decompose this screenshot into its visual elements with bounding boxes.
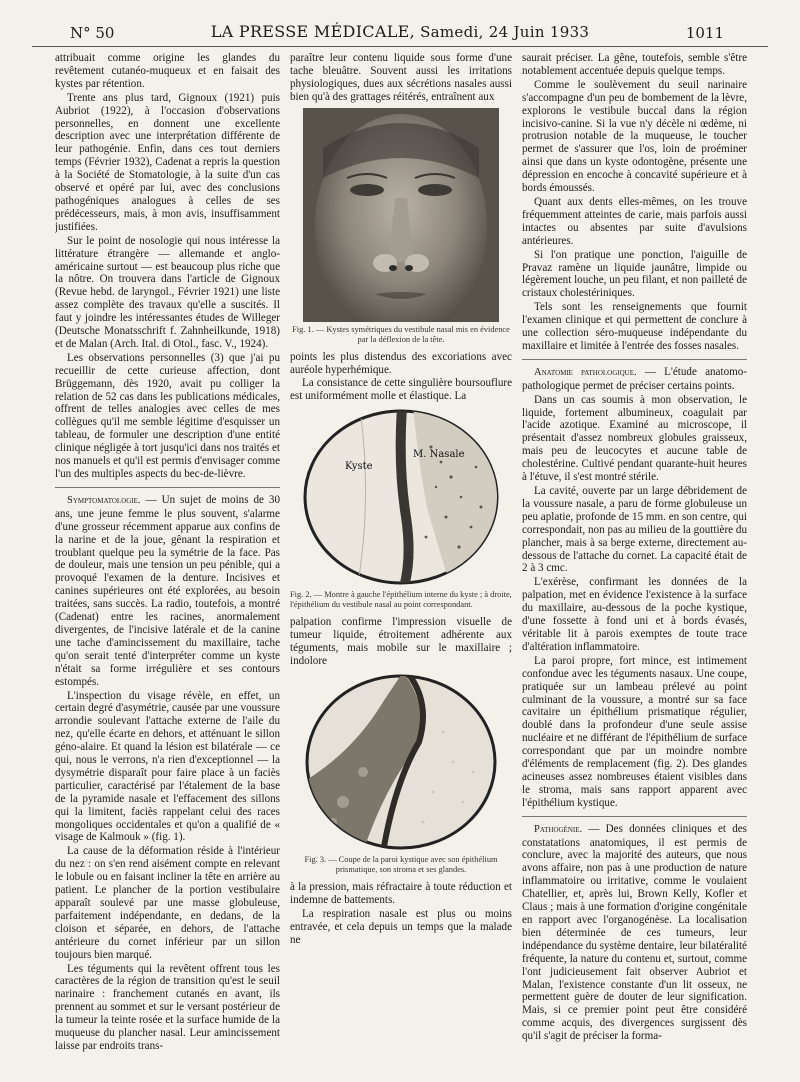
column-1 [55,52,280,1064]
paragraph: Trente ans plus tard, Gignoux (1921) puis Aubriot (1922), à l'occasion d'observations personnelles, en donnent une excellente description avec une interprétation différente de leur pathogénie. Enfin, dans ces tout derniers temps (Février 1932), Cadenat a repris la question à la Société de Stomatologie, à la suite d'un cas observé et opéré par lui, avec des conclusions pathogéniques analogues à celles de ses prédécesseurs, mais, à mon avis, insuffisamment justifiées. [55,91,280,233]
paragraph-text: — Des données cliniques et des constatations anatomiques, il est permis de conclure, avec la majorité des auteurs, que nous avons affaire, non pas à une production de nature inflammatoire ou irritative, comme le voulaient Chatellier, et, après lui, Brown Kelly, Kofler et Claus ; mais à une formation d'origine congénitale en rapport avec l'organogénèse. La localisation bien déterminée de ces tumeurs, leur indépendance du système dentaire, leur bilatéralité fréquente, la nature du contenu et, surtout, comme l'ont judicieusement fait observer Aubriot et Malan, l'existence constante d'un lit osseux, ne permettent guère de douter de leur signification. Mais, si ce premier point peut être considéré comme acquis, des divergences surgissent dès qu'il s'agit de préciser la forma- [522,822,747,1043]
paragraph: paraître leur contenu liquide sous forme d'une tache bleuâtre. Souvent aussi les irritations physiologiques, dues aux sécrétions nasales aussi bien qu'à des grattages réitérés, entraînent aux [290,52,512,103]
figure-2 [290,407,512,610]
micrograph-cyst-wall [303,672,499,852]
paragraph: La cavité, ouverte par un large débridement de la voussure nasale, a paru de forme globuleuse un peu aplatie, profonde de 15 mm. en son centre, qui correspondait, non pas au milieu de la gouttière du plancher, mais à sa berge externe, directement au-dessous de l'attache du cornet. La capacité était de 2 à 3 cmc. [522,485,747,575]
pathogeny-paragraph [522,823,747,1043]
anatomy-paragraph [522,366,747,393]
figure-1-caption: Fig. 1. — Kystes symétriques du vestibule nasal mis en évidence par la déflexion de la tête. [292,324,510,344]
figure-2-caption: Fig. 2. — Montre à gauche l'épithélium interne du kyste ; à droite, l'épithélium du vestibule nasal au point correspondant. [290,590,512,610]
figure-3-caption: Fig. 3. — Coupe de la paroi kystique avec son épithélium prismatique, son stroma et ses glandes. [304,854,498,874]
running-header [32,18,768,47]
paragraph: La cause de la déformation réside à l'intérieur du nez : on s'en rend aisément compte en relevant le lobule ou en faisant incliner la tête en arrière au patient. Le plancher de la portion vestibulaire apparaît soulevé par une masse globuleuse, parfaitement indépendante, en dedans, de la cloison et séparée, en dehors, de l'attache antérieure du cornet inférieur par un sillon toujours bien marqué. [55,845,280,961]
section-heading-symptomatology: Symptomatologie. [67,494,141,506]
paragraph: Dans un cas soumis à mon observation, le liquide, fortement albumineux, coagulait par l'acide azotique. Examiné au microscope, il présentait d'assez nombreux globules graisseux, mais peu de leucocytes et aucune table de cholestérine. Cultivé pendant quarante-huit heures à l'étuve, il s'est montré stérile. [522,393,747,484]
paragraph: Quant aux dents elles-mêmes, on les trouve fréquemment atteintes de carie, mais parfois aussi intactes ou absentes par suite d'avulsions antérieures. [522,195,747,247]
column-3 [522,52,747,1064]
paragraph: Les observations personnelles (3) que j'ai pu recueillir de cette curieuse affection, dont Brüggemann, dès 1920, avait pu colliger la relation de 52 cas dans les publications médicales, offrent de telles analogies avec celles de mes collègues qu'il me semble légitime d'esquisser un tableau, de formuler une description d'une entité clinique négligée à tort jusqu'ici dans nos traités et nos manuels et qu'il est permis d'envisager comme l'un des multiples aspects du bec-de-lièvre. [55,351,280,480]
issue-number: N° 50 [70,24,115,42]
column-2 [290,52,512,1064]
micrograph-epithelium [301,407,501,587]
section-heading-anatomie: Anatomie pathologique. [534,366,637,378]
section-divider [522,816,747,817]
figure-1 [290,108,512,345]
paragraph: La respiration nasale est plus ou moins entravée, et cela depuis un temps que la malade ne [290,907,512,946]
paragraph-text: — L'étude anatomo-pathologique permet de préciser certains points. [522,365,747,392]
paragraph: La consistance de cette singulière boursouflure est uniformément molle et élastique. La [290,377,512,403]
section-divider [55,487,280,488]
paragraph: Sur le point de nosologie qui nous intéresse la littérature étrangère — allemande et anglo-américaine surtout — est beaucoup plus riche que la nôtre. On trouvera dans l'article de Gignoux (Revue hebd. de laryngol., Février 1921) une liste assez complète des travaux qu'elle a suscités. Il faut y joindre les intéressantes études de Willeger (Deutsche Monatsschrift f. Zahnheilkunde, 1918) et de Malan (Arch. Ital. di Otol., fasc. V., 1924). [55,234,280,350]
journal-masthead [32,22,768,41]
section-divider [522,359,747,360]
page-number: 1011 [685,24,724,42]
paragraph: saurait préciser. La gêne, toutefois, semble s'être notablement accentuée depuis quelque temps. [522,52,747,77]
figure-3 [290,672,512,875]
paragraph: La paroi propre, fort mince, est intimement confondue avec les téguments nasaux. Une coupe, pratiquée sur un lambeau prélevé au point culminant de la voussure, a montré sur sa face cavitaire un épithélium prismatique régulier, doublé dans la profondeur d'une seule assise nucléaire et ne différant de l'épithélium de surface correspondant que par un moindre nombre d'éléments de remplacement (fig. 2). Des glandes acineuses assez nombreuses étaient visibles dans le stroma, mais sans rapport apparent avec l'épithélium kystique. [522,654,747,809]
paragraph: L'inspection du visage révèle, en effet, un certain degré d'asymétrie, causée par une voussure arrondie soulevant l'attache externe de l'aile du nez, qu'elle écarte en dehors, et atténuant le sillon géno-alaire. Et quand la lésion est bilatérale — ce qui, nous le verrons, n'a rien d'exceptionnel — la dysymétrie disparaît pour faire place à un faciès particulier, caractérisé par l'étalement de la base de la pyramide nasale et l'effacement des sillons qui la limitent, faciès rappelant celui des races mongoliques occidentales et qu'on a qualifié de « visage de Kalmouk » (fig. 1). [55,689,280,844]
paragraph-text: — Un sujet de moins de 30 ans, une jeune femme le plus souvent, s'alarme d'une grosseur récemment apparue aux confins de la narine et de la joue, gênant la respiration et troublant quelque peu la symétrie de la face. Pas de douleur, mais une tension un peu pénible, qui a provoqué l'examen de la denture. Incisives et canines supérieures ont été explorées, au besoin traitées, sans succès. La radio, toutefois, a montré (Cadenat) entre les racines, anormalement divergentes, de l'incisive latérale et de la canine une tache d'amincissement du maxillaire, tache qu'on serait tenté d'interpréter comme un kyste n'était sa forme irrégulière et ses contours estompés. [55,493,280,688]
section-heading-pathogenie: Pathogénie. [534,823,583,835]
journal-title: LA PRESSE MÉDICALE, [210,22,415,41]
paragraph: Comme le soulèvement du seuil narinaire s'accompagne d'un peu de bombement de la lèvre, explorons le vestibule buccal dans la région incisivo-canine. Si la vue n'y décèle ni œdème, ni protrusion notable de la muqueuse, le toucher permet de s'assurer que l'os, loin de proéminer ainsi que dans un kyste odontogène, présente une dépression en encoche à concavité supérieure et à bords émoussés. [522,78,747,195]
issue-date: Samedi, 24 Juin 1933 [420,23,590,41]
symptomatology-paragraph [55,494,280,689]
face-photograph [303,108,499,322]
paragraph: Tels sont les renseignements que fournit l'examen clinique et qui permettent de conclure à une collection séro-muqueuse indépendante du maxillaire et limitée à l'entrée des fosses nasales. [522,301,747,352]
paragraph: attribuait comme origine les glandes du revêtement cutanéo-muqueux et en faisait des kystes par rétention. [55,52,280,90]
paragraph: points les plus distendus des excoriations avec auréole hyperhémique. [290,350,512,376]
paragraph: palpation confirme l'impression visuelle de tumeur liquide, étroitement adhérente aux téguments, mais mobile sur le maxillaire ; indolore [290,616,512,667]
paragraph: Les téguments qui la revêtent offrent tous les caractères de la région de transition qu'est le seuil narinaire : franchement cutanés en avant, ils prennent au sommet et sur le versant postérieur de la tumeur la teinte rosée et la surface humide de la muqueuse du plancher nasal. Leur amincissement laisse par endroits trans- [55,962,280,1052]
figure-2-label-muqueuse: M. Nasale [413,449,465,461]
paragraph: Si l'on pratique une ponction, l'aiguille de Pravaz ramène un liquide jaunâtre, limpide ou légèrement louche, un peu filant, et non pailleté de cristaux cholestériniques. [522,248,747,300]
paragraph: L'exérèse, confirmant les données de la palpation, met en évidence l'existence à la surface du maxillaire, au-dessous de la poche kystique, d'une fossette à fond uni et à bords évasés, véritable lit à parois exemptes de toute trace d'altération inflammatoire. [522,576,747,653]
figure-2-label-kyste: Kyste [345,461,373,473]
paragraph: à la pression, mais réfractaire à toute réduction et indemne de battements. [290,880,512,906]
